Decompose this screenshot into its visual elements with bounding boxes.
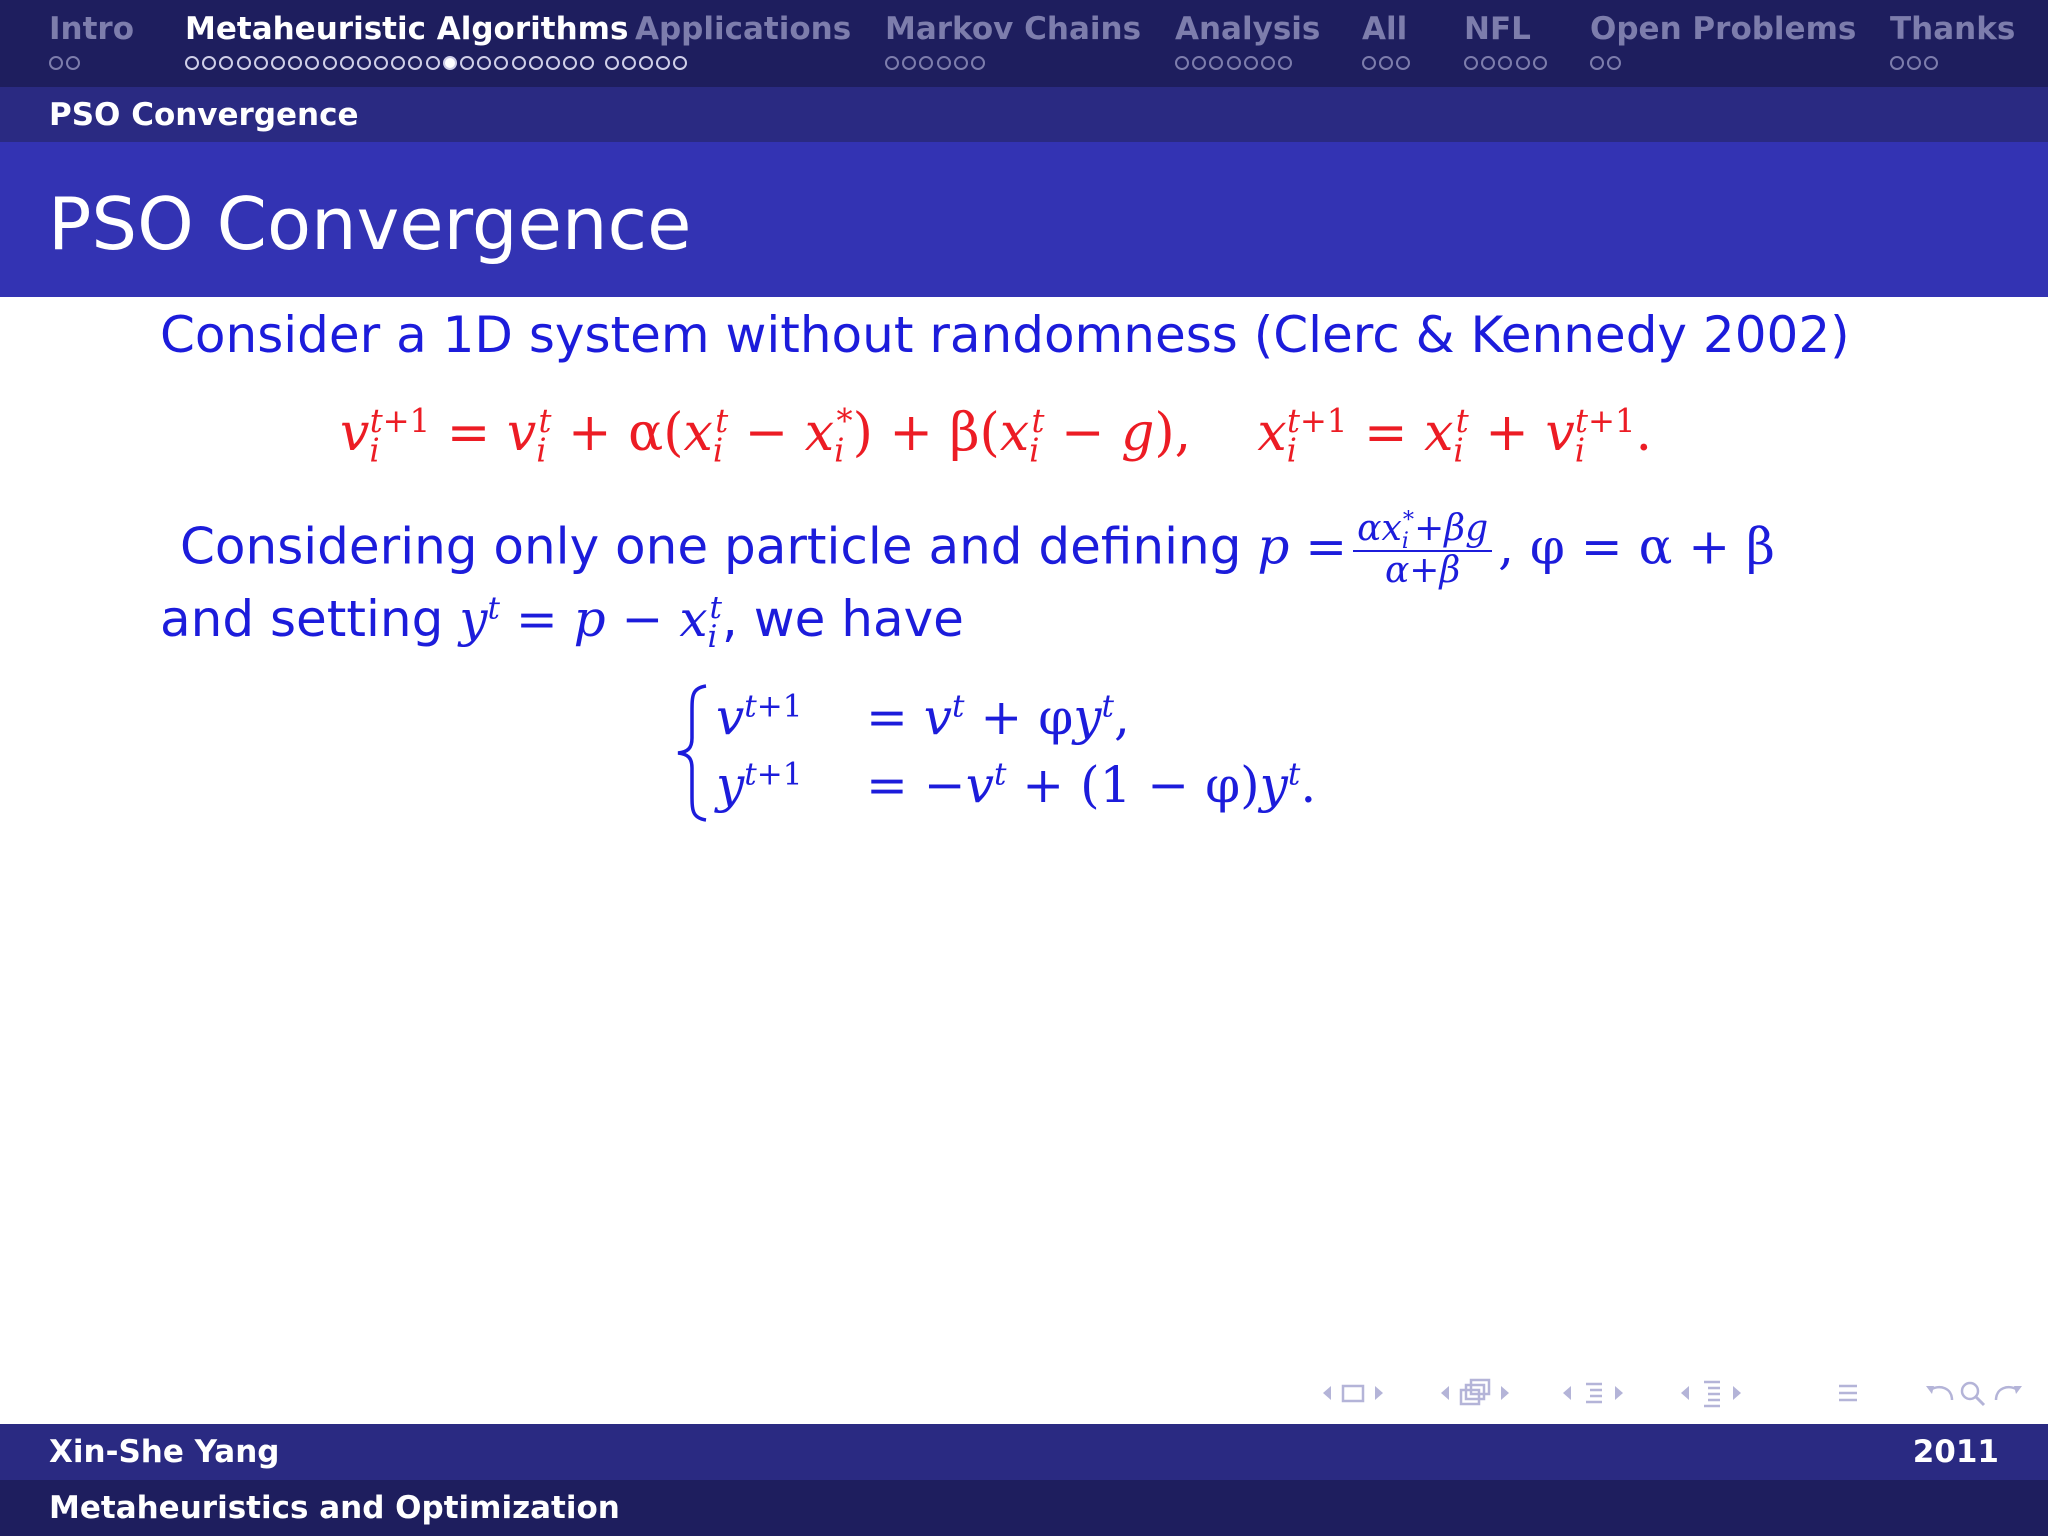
section-prev-icon[interactable] (1560, 1376, 1574, 1410)
nav-dots (1590, 56, 1624, 75)
frame-dot[interactable] (185, 56, 199, 70)
back-icon[interactable] (1922, 1376, 1956, 1410)
frame-dot[interactable] (1516, 56, 1530, 70)
subsection-prev-icon[interactable] (1438, 1376, 1452, 1410)
frame-dot[interactable] (340, 56, 354, 70)
pso-update-equations: $v_i^{t+1} = v_i^t + \alpha(x_i^t - x_i^*) + \beta(x_i^t - g)$, $x_i^{t+1} = x_i^t + v_i^{t+1}$. (340, 401, 1653, 470)
nav-dots (1175, 56, 1295, 75)
nav-section-title[interactable]: Applications (635, 11, 852, 47)
and-setting-text: and setting (160, 590, 444, 648)
footer-author-bar (0, 1424, 2048, 1480)
frame-dot[interactable] (1244, 56, 1258, 70)
frame-dot[interactable] (1907, 56, 1921, 70)
nav-section-intro[interactable] (49, 8, 134, 50)
nav-dots (1464, 56, 1550, 75)
frame-dot[interactable] (1209, 56, 1223, 70)
nav-section-markov-chains[interactable] (885, 8, 1141, 50)
frame-title-bar (0, 142, 2048, 297)
system-row-y: $y^{t+1} = -v^t + (1 - \varphi)y^t$. (716, 756, 1317, 814)
frame-icon[interactable] (1340, 1376, 1366, 1410)
frame-title: PSO Convergence (48, 182, 692, 266)
frame-dot[interactable] (1464, 56, 1478, 70)
frame-dot[interactable] (529, 56, 543, 70)
search-icon[interactable] (1958, 1376, 1988, 1410)
subsection-bar (0, 87, 2048, 142)
frame-dot[interactable] (954, 56, 968, 70)
frame-dot[interactable] (563, 56, 577, 70)
nav-section-open-problems[interactable] (1590, 8, 1856, 50)
frame-dot[interactable] (622, 56, 636, 70)
current-frame-dot[interactable] (443, 56, 457, 70)
frame-dot[interactable] (254, 56, 268, 70)
nav-section-title[interactable]: All (1362, 11, 1408, 47)
system-row-v: $v^{t+1} = v^t + \varphi y^t$, (716, 688, 1130, 746)
nav-section-title[interactable]: NFL (1464, 11, 1531, 47)
frame-dot[interactable] (49, 56, 63, 70)
frame-dot[interactable] (426, 56, 440, 70)
subsection-title[interactable]: PSO Convergence (49, 97, 359, 133)
frame-dot[interactable] (639, 56, 653, 70)
frame-dot[interactable] (391, 56, 405, 70)
nav-section-analysis[interactable] (1175, 8, 1320, 50)
nav-dots (185, 56, 690, 75)
frame-dot[interactable] (1379, 56, 1393, 70)
frame-prev-icon[interactable] (1320, 1376, 1334, 1410)
nav-dots (885, 56, 988, 75)
document-prev-icon[interactable] (1678, 1376, 1692, 1410)
frame-dot[interactable] (1607, 56, 1621, 70)
frame-dot[interactable] (1590, 56, 1604, 70)
frame-dot[interactable] (271, 56, 285, 70)
frame-dot[interactable] (1175, 56, 1189, 70)
frame-dot[interactable] (1192, 56, 1206, 70)
nav-dots (1890, 56, 1942, 75)
frame-dot[interactable] (546, 56, 560, 70)
we-have-text: , we have (721, 590, 964, 648)
frame-dot[interactable] (885, 56, 899, 70)
frame-dot[interactable] (605, 56, 619, 70)
section-icon[interactable] (1582, 1376, 1606, 1410)
frame-dot[interactable] (1261, 56, 1275, 70)
frame-dot[interactable] (1481, 56, 1495, 70)
nav-dots (49, 56, 83, 75)
considering-text: Considering only one particle and defining (180, 517, 1242, 576)
frame-dot[interactable] (66, 56, 80, 70)
nav-section-title[interactable]: Markov Chains (885, 11, 1142, 47)
frame-dot[interactable] (1498, 56, 1512, 70)
nav-section-title[interactable]: Intro (49, 11, 135, 47)
p-fraction: $\frac{\alpha x_i^*+\beta g}{\alpha+\beta}$ (1353, 510, 1492, 590)
setting-line: and setting $y^t = p - x_i^t$, we have (160, 590, 964, 655)
frame-dot[interactable] (919, 56, 933, 70)
frame-dot[interactable] (357, 56, 371, 70)
frame-dot[interactable] (323, 56, 337, 70)
nav-section-thanks[interactable] (1890, 8, 2015, 50)
section-navigation (0, 0, 2048, 87)
frame-dot[interactable] (477, 56, 491, 70)
frame-dot[interactable] (1924, 56, 1938, 70)
intro-line: Consider a 1D system without randomness (Clerc & Kennedy 2002) (160, 306, 1850, 364)
footer-talk-title: Metaheuristics and Optimization (49, 1490, 620, 1526)
frame-dot[interactable] (219, 56, 233, 70)
nav-section-metaheuristic-algorithms[interactable] (185, 8, 628, 50)
document-next-icon[interactable] (1730, 1376, 1744, 1410)
frame-dot[interactable] (305, 56, 319, 70)
document-icon[interactable] (1700, 1376, 1724, 1410)
frame-dot[interactable] (237, 56, 251, 70)
nav-section-nfl[interactable] (1464, 8, 1531, 50)
frame-dot[interactable] (288, 56, 302, 70)
nav-section-all[interactable] (1362, 8, 1407, 50)
nav-section-title[interactable]: Analysis (1175, 11, 1321, 47)
frame-dot[interactable] (656, 56, 670, 70)
footer-title-bar (0, 1480, 2048, 1536)
subsection-next-icon[interactable] (1498, 1376, 1512, 1410)
frame-dot[interactable] (374, 56, 388, 70)
frame-dot[interactable] (408, 56, 422, 70)
nav-section-title[interactable]: Metaheuristic Algorithms (185, 11, 629, 47)
frame-dot[interactable] (1890, 56, 1904, 70)
footer-author: Xin-She Yang (49, 1434, 280, 1470)
subsection-icon[interactable] (1458, 1376, 1492, 1410)
frame-next-icon[interactable] (1372, 1376, 1386, 1410)
frame-dot[interactable] (971, 56, 985, 70)
frame-dot[interactable] (1227, 56, 1241, 70)
reduced-system (672, 682, 1372, 824)
frame-dot[interactable] (937, 56, 951, 70)
frame-dot[interactable] (673, 56, 687, 70)
nav-section-applications[interactable] (635, 8, 851, 50)
nav-dots (1362, 56, 1414, 75)
frame-dot[interactable] (1396, 56, 1410, 70)
forward-icon[interactable] (1992, 1376, 2026, 1410)
section-next-icon[interactable] (1612, 1376, 1626, 1410)
frame-dot[interactable] (1362, 56, 1376, 70)
frame-dot[interactable] (494, 56, 508, 70)
nav-section-title[interactable]: Open Problems (1590, 11, 1857, 47)
frame-dot[interactable] (902, 56, 916, 70)
frame-dot[interactable] (1533, 56, 1547, 70)
left-brace-icon (672, 682, 712, 824)
frame-dot[interactable] (580, 56, 594, 70)
frame-dot[interactable] (460, 56, 474, 70)
definition-line: Considering only one particle and defining p = $\frac{\alpha x_i^*+\beta g}{\alpha+\beta}$ , φ = α + β (180, 507, 1775, 591)
align-icon[interactable] (1836, 1376, 1860, 1410)
nav-section-title[interactable]: Thanks (1890, 11, 2016, 47)
navigation-symbols (1312, 1376, 2032, 1410)
frame-dot[interactable] (512, 56, 526, 70)
footer-year: 2011 (1912, 1434, 1999, 1470)
frame-dot[interactable] (1278, 56, 1292, 70)
frame-dot[interactable] (202, 56, 216, 70)
